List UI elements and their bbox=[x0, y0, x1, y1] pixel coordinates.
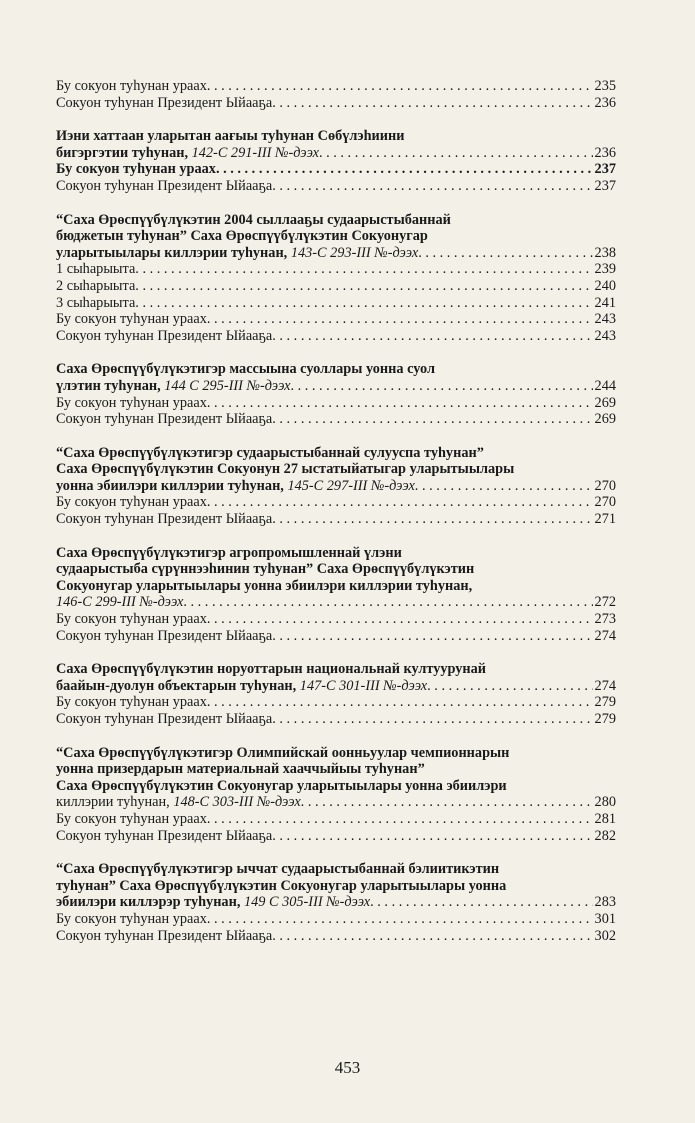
row-label: Сокуон туһунан Президент Ыйааҕа bbox=[56, 711, 273, 727]
entry-title-line: “Саха Өрөспүүбүлүкэтин 2004 сыллааҕы судаарыстыбаннай bbox=[56, 211, 451, 228]
page-ref: 301 bbox=[594, 910, 616, 927]
entry-title-line: судаарыстыба сүрүннээһинин туһунан” Саха Өрөспүүбүлүкэтин bbox=[56, 561, 475, 578]
entry-title-tail: уларытыылары киллэрии туһунан, bbox=[56, 244, 291, 261]
page-ref: 269 bbox=[594, 394, 616, 411]
page-ref: 302 bbox=[594, 927, 616, 944]
toc-entry bbox=[56, 212, 616, 345]
toc-row bbox=[56, 911, 616, 928]
page-ref: 270 bbox=[594, 477, 616, 494]
page-ref: 235 bbox=[594, 78, 616, 94]
entry-title-line: “Саха Өрөспүүбүлүкэтигэр судаарыстыбаннай сулууспа туһунан” bbox=[56, 444, 484, 461]
entry-title-line: “Саха Өрөспүүбүлүкэтигэр Олимпийскай оонньуулар чемпионнарын bbox=[56, 744, 510, 761]
page-ref: 281 bbox=[594, 810, 616, 827]
toc-entry bbox=[56, 545, 616, 645]
toc-lead-row bbox=[56, 378, 616, 395]
row-label: 2 сыһарыыта bbox=[56, 277, 136, 294]
entry-title-line: Саха Өрөспүүбүлүкэтигэр массыына суоллары уонна суол bbox=[56, 361, 436, 378]
toc-row bbox=[56, 628, 616, 645]
row-label: Сокуон туһунан Президент Ыйааҕа bbox=[56, 927, 273, 944]
row-label: Сокуон туһунан Президент Ыйааҕа bbox=[56, 411, 273, 428]
row-label: Сокуон туһунан Президент Ыйааҕа bbox=[56, 511, 273, 528]
row-label: Бу сокуон туһунан ураах bbox=[56, 311, 207, 328]
law-number: 146-С 299-III №-дээх bbox=[56, 594, 184, 611]
page-ref: 239 bbox=[594, 261, 616, 278]
entry-title-tail: баайын-дуолун объектарын туһунан, bbox=[56, 677, 300, 694]
page-number: 453 bbox=[334, 1058, 361, 1077]
page-ref: 273 bbox=[594, 611, 616, 628]
toc-entry bbox=[56, 78, 616, 111]
law-number: 149 С 305-III №-дээх bbox=[243, 894, 371, 911]
toc-row bbox=[56, 161, 616, 178]
entry-title-line: Сокуонугар уларытыылары уонна эбиилэри киллэрии туһунан, bbox=[56, 577, 473, 594]
toc-entry bbox=[56, 661, 616, 727]
toc-lead-row bbox=[56, 478, 616, 495]
entry-title-line: Иэни хаттаан уларытан аағыы туһунан Сөбүлэһиини bbox=[56, 128, 405, 145]
toc-row bbox=[56, 511, 616, 528]
page-ref: 243 bbox=[594, 311, 616, 328]
page-ref: 279 bbox=[594, 694, 616, 711]
toc-lead-row bbox=[56, 145, 616, 162]
row-label: Сокуон туһунан Президент Ыйааҕа bbox=[56, 827, 273, 844]
page-ref: 237 bbox=[594, 177, 616, 194]
toc-row bbox=[56, 295, 616, 312]
toc-entry bbox=[56, 861, 616, 944]
toc-lead-row bbox=[56, 794, 616, 811]
toc-entry bbox=[56, 128, 616, 194]
page-ref: 243 bbox=[594, 327, 616, 344]
toc-row bbox=[56, 78, 616, 95]
toc-row bbox=[56, 261, 616, 278]
entry-title-line: туһунан” Саха Өрөспүүбүлүкэтин Сокуонугар уларытыылары уонна bbox=[56, 877, 507, 894]
row-label: Сокуон туһунан Президент Ыйааҕа bbox=[56, 177, 273, 194]
entry-title-line: уонна призердарын материальнай хааччыйыы туһунан” bbox=[56, 761, 425, 778]
page-ref: 244 bbox=[594, 377, 616, 394]
law-number: 144 С 295-III №-дээх bbox=[164, 377, 291, 394]
row-label: Сокуон туһунан Президент Ыйааҕа bbox=[56, 94, 273, 111]
entry-title-line: “Саха Өрөспүүбүлүкэтигэр ыччат судаарыстыбаннай бэлиитикэтин bbox=[56, 861, 500, 878]
page-ref: 236 bbox=[594, 144, 616, 161]
toc-row bbox=[56, 828, 616, 845]
row-label: 3 сыһарыыта bbox=[56, 294, 136, 311]
page-ref: 274 bbox=[594, 677, 616, 694]
toc-row bbox=[56, 411, 616, 428]
row-label: Бу сокуон туһунан ураах bbox=[56, 910, 207, 927]
page-ref: 236 bbox=[594, 94, 616, 111]
page-ref: 238 bbox=[594, 244, 616, 261]
page-ref: 279 bbox=[594, 711, 616, 727]
page-ref: 237 bbox=[594, 161, 616, 178]
page-ref: 240 bbox=[594, 277, 616, 294]
law-number: 143-С 293-III №-дээх bbox=[290, 244, 419, 261]
toc-entry bbox=[56, 445, 616, 528]
toc-row bbox=[56, 611, 616, 628]
entry-title-tail: уонна эбиилэри киллэрии туһунан, bbox=[56, 477, 288, 494]
row-label: Сокуон туһунан Президент Ыйааҕа bbox=[56, 327, 273, 344]
row-label: Бу сокуон туһунан ураах bbox=[56, 494, 207, 511]
entry-title-tail: бигэргэтии туһунан, bbox=[56, 144, 192, 161]
page-ref: 269 bbox=[594, 411, 616, 428]
entry-title-tail: эбиилэри киллэрэр туһунан, bbox=[56, 894, 244, 911]
row-label: 1 сыһарыыта bbox=[56, 261, 136, 278]
page-ref: 280 bbox=[594, 794, 616, 811]
toc-lead-row bbox=[56, 894, 616, 911]
toc-row bbox=[56, 178, 616, 195]
page-ref: 274 bbox=[594, 627, 616, 644]
toc-row bbox=[56, 278, 616, 295]
page-ref: 282 bbox=[594, 827, 616, 844]
entry-title-tail: үлэтин туһунан, bbox=[56, 377, 165, 394]
table-of-contents bbox=[56, 78, 616, 944]
law-number: 142-С 291-III №-дээх bbox=[191, 144, 319, 161]
page-ref: 283 bbox=[594, 894, 616, 911]
row-label: Бу сокуон туһунан ураах bbox=[56, 394, 207, 411]
page-ref: 272 bbox=[594, 594, 616, 611]
law-number: 147-С 301-III №-дээх bbox=[299, 677, 428, 694]
law-number: 148-С 303-III №-дээх bbox=[173, 794, 301, 811]
toc-entry bbox=[56, 361, 616, 427]
toc-row bbox=[56, 494, 616, 511]
law-number: 145-С 297-III №-дээх bbox=[287, 477, 415, 494]
toc-row bbox=[56, 311, 616, 328]
row-label: Бу сокуон туһунан ураах bbox=[56, 694, 207, 711]
toc-row bbox=[56, 928, 616, 945]
toc-row bbox=[56, 395, 616, 412]
row-label: Бу сокуон туһунан ураах bbox=[56, 611, 207, 628]
entry-title-line: Саха Өрөспүүбүлүкэтигэр агропромышленнай үлэни bbox=[56, 544, 402, 561]
row-label: Бу сокуон туһунан ураах bbox=[56, 810, 207, 827]
toc-row bbox=[56, 711, 616, 728]
toc-lead-row bbox=[56, 678, 616, 695]
toc-row bbox=[56, 694, 616, 711]
entry-title-line: Саха Өрөспүүбүлүкэтин Сокуонун 27 ыстатыйатыгар уларытыылары bbox=[56, 461, 515, 478]
entry-title-tail: киллэрии туһунан, bbox=[56, 794, 174, 811]
toc-lead-row bbox=[56, 594, 616, 611]
toc-row bbox=[56, 811, 616, 828]
entry-title-line: бюджетын туһунан” Саха Өрөспүүбүлүкэтин Сокуонугар bbox=[56, 228, 428, 245]
entry-title-line: Саха Өрөспүүбүлүкэтин норуоттарын национальнай култуурунай bbox=[56, 661, 487, 678]
toc-row bbox=[56, 95, 616, 112]
toc-entry bbox=[56, 745, 616, 845]
row-label: Бу сокуон туһунан ураах bbox=[56, 161, 216, 178]
row-label: Сокуон туһунан Президент Ыйааҕа bbox=[56, 627, 273, 644]
page-ref: 241 bbox=[594, 294, 616, 311]
page-ref: 270 bbox=[594, 494, 616, 511]
page-ref: 271 bbox=[594, 511, 616, 528]
row-label: Бу сокуон туһунан ураах bbox=[56, 78, 207, 94]
entry-title-line: Саха Өрөспүүбүлүкэтин Сокуонугар уларытыылары уонна эбиилэри bbox=[56, 777, 507, 794]
toc-lead-row bbox=[56, 245, 616, 262]
toc-row bbox=[56, 328, 616, 345]
